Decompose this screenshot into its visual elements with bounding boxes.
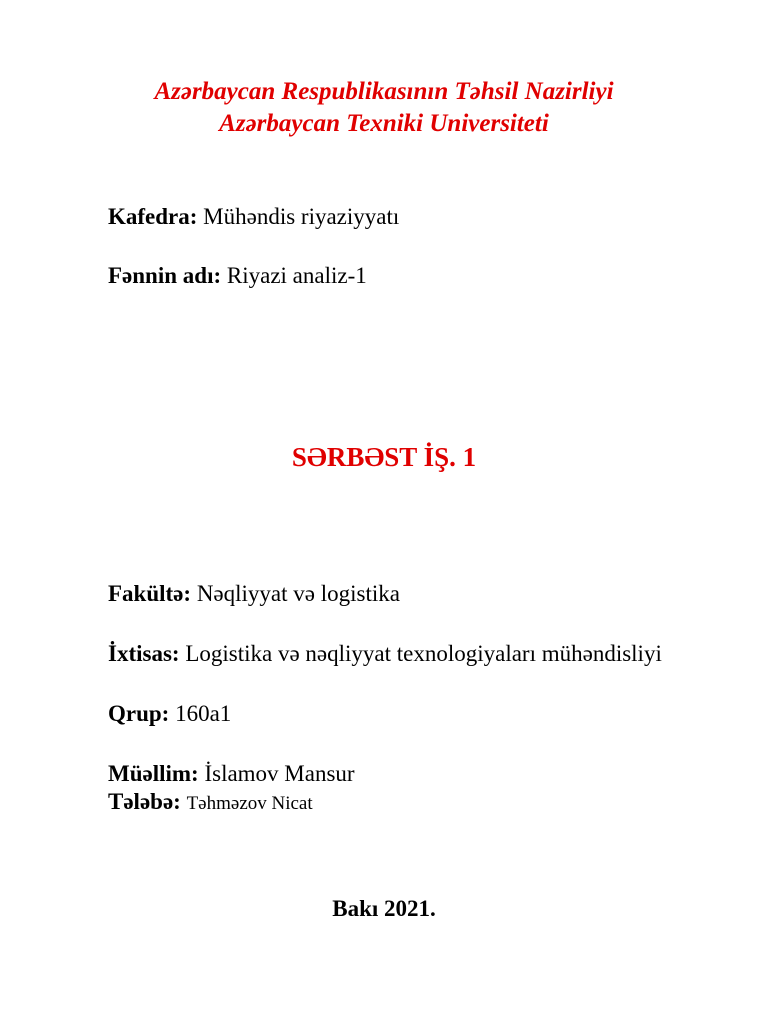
- student-label: Tələbə:: [108, 789, 181, 814]
- subject-value: Riyazi analiz-1: [226, 263, 367, 288]
- teacher-field: [108, 760, 355, 788]
- student-field: [108, 788, 313, 818]
- document-header: [0, 76, 768, 140]
- subject-label: Fənnin adı:: [108, 263, 222, 288]
- group-label: Qrup:: [108, 701, 170, 726]
- specialty-value: Logistika və nəqliyyat texnologiyaları mühəndisliyi: [185, 641, 662, 666]
- teacher-value: İslamov Mansur: [204, 761, 355, 786]
- city-year: Bakı 2021.: [332, 896, 436, 921]
- kafedra-value: Mühəndis riyaziyyatı: [203, 204, 400, 229]
- teacher-label: Müəllim:: [108, 761, 199, 786]
- university-name: Azərbaycan Texniki Universiteti: [219, 110, 549, 137]
- faculty-label: Fakültə:: [108, 581, 192, 606]
- kafedra-label: Kafedra:: [108, 204, 198, 229]
- document-title: SƏRBƏST İŞ. 1: [291, 442, 477, 472]
- faculty-field: [108, 580, 400, 608]
- subject-field: [108, 262, 367, 290]
- specialty-field: [108, 640, 662, 668]
- group-field: [108, 700, 231, 728]
- kafedra-field: [108, 203, 399, 231]
- specialty-label: İxtisas:: [108, 641, 180, 666]
- faculty-value: Nəqliyyat və logistika: [196, 581, 400, 606]
- group-value: 160a1: [175, 701, 232, 726]
- student-value: Təhməzov Nicat: [186, 793, 313, 814]
- ministry-name: Azərbaycan Respublikasının Təhsil Nazirliyi: [154, 78, 614, 105]
